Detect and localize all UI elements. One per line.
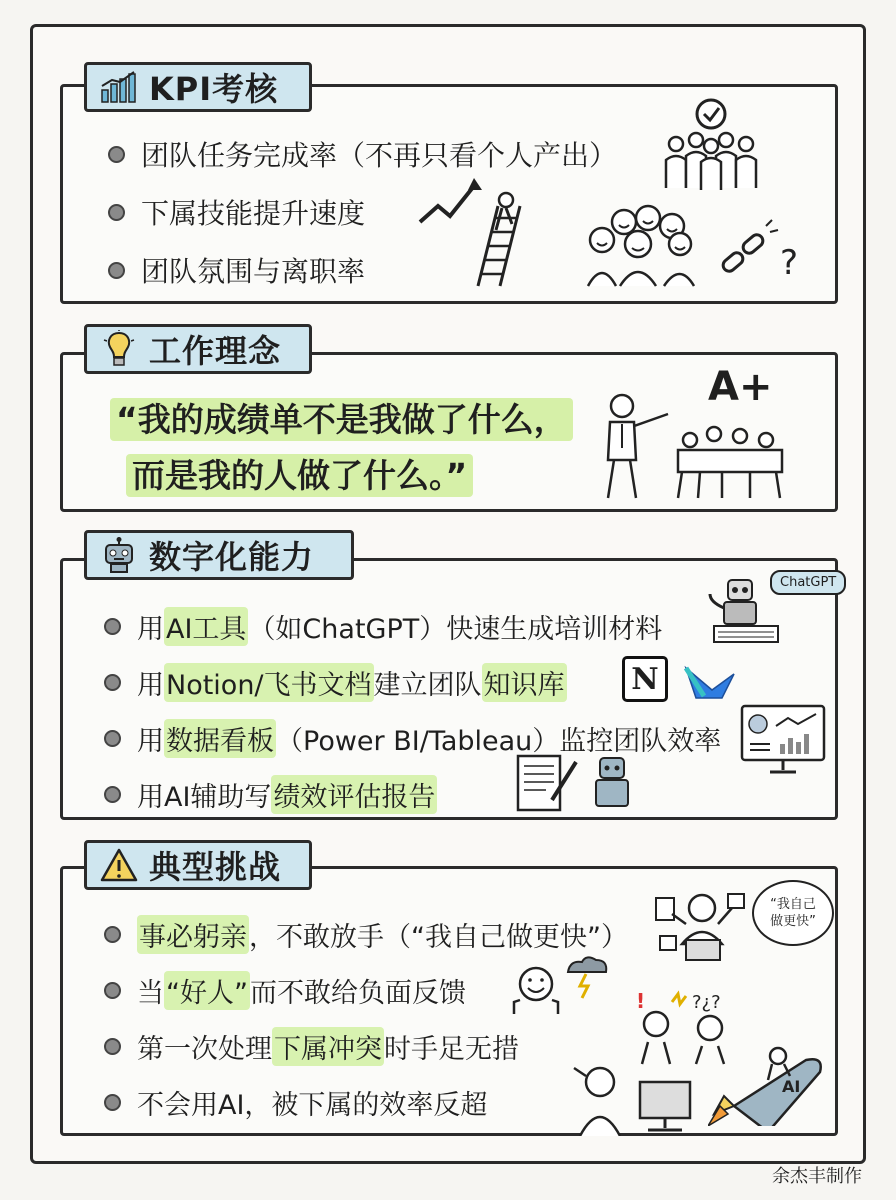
warning-icon	[99, 845, 139, 885]
challenges-header	[84, 840, 312, 890]
bullet-dot	[104, 786, 121, 803]
credit-label: 余杰丰制作	[772, 1166, 862, 1187]
digital-title: 数字化能力	[149, 538, 315, 576]
grade-badge: A+	[708, 364, 773, 410]
report-writing-icon	[516, 752, 634, 814]
kpi-list	[108, 130, 617, 294]
bullet-dot	[104, 674, 121, 691]
team-checkmark-icon	[656, 96, 766, 194]
bullet-dot	[104, 982, 121, 999]
nice-guy-storm-icon	[506, 954, 610, 1022]
thought-bubble: “我自己 做更快”	[752, 880, 834, 946]
bullet-dot	[108, 146, 125, 163]
svg-text:?: ?	[780, 243, 799, 283]
digital-header	[84, 530, 354, 580]
list-item: 下属技能提升速度	[108, 188, 617, 236]
feishu-icon	[682, 660, 736, 702]
list-item: 用 Notion/飞书文档 建立团队 知识库	[104, 658, 721, 706]
kpi-title: KPI考核	[149, 70, 279, 108]
growth-ladder-icon	[416, 176, 526, 288]
lightbulb-icon	[99, 329, 139, 369]
philosophy-quote	[110, 392, 573, 504]
list-item: 团队任务完成率（不再只看个人产出）	[108, 130, 617, 178]
happy-team-icon	[584, 196, 696, 288]
bullet-dot	[108, 262, 125, 279]
list-item: 用AI辅助写 绩效评估报告	[104, 770, 721, 818]
robot-icon	[99, 535, 139, 575]
bar-chart-icon	[99, 67, 139, 107]
robot-typing-icon	[704, 572, 782, 650]
challenges-title: 典型挑战	[149, 848, 282, 886]
broken-chain-icon	[716, 216, 812, 290]
rocket-icon	[708, 1040, 830, 1126]
quote-line-2: 而是我的人做了什么。”	[126, 454, 473, 497]
svg-text:?¿?: ?¿?	[692, 992, 721, 1013]
bullet-dot	[104, 730, 121, 747]
list-item: 团队氛围与离职率	[108, 246, 617, 294]
list-item: 不会用AI，被下属的效率反超	[104, 1078, 628, 1126]
chatgpt-bubble: ChatGPT	[770, 570, 846, 595]
list-item: 用 数据看板 （Power BI/Tableau）监控团队效率	[104, 714, 721, 762]
philosophy-header	[84, 324, 312, 374]
notion-icon: N	[622, 656, 668, 702]
svg-text:!: !	[636, 990, 646, 1013]
bullet-dot	[108, 204, 125, 221]
bullet-dot	[104, 1094, 121, 1111]
svg-text:AI: AI	[782, 1077, 801, 1096]
list-item: 事必躬亲 ，不敢放手（“我自己做更快”）	[104, 910, 628, 958]
quote-line-1: “我的成绩单不是我做了什么，	[110, 398, 573, 441]
confused-elder-computer-icon	[572, 1062, 704, 1136]
list-item: 当 “好人” 而不敢给负面反馈	[104, 966, 628, 1014]
bullet-dot	[104, 618, 121, 635]
philosophy-title: 工作理念	[149, 332, 282, 370]
list-item: 第一次处理 下属冲突 时手足无措	[104, 1022, 628, 1070]
leader-pointing-icon	[590, 390, 800, 502]
list-item: 用 AI工具 （如ChatGPT）快速生成培训材料	[104, 602, 721, 650]
overwhelmed-manager-icon	[652, 884, 752, 968]
bullet-dot	[104, 926, 121, 943]
kpi-header	[84, 62, 312, 112]
bullet-dot	[104, 1038, 121, 1055]
dashboard-monitor-icon	[740, 704, 826, 776]
